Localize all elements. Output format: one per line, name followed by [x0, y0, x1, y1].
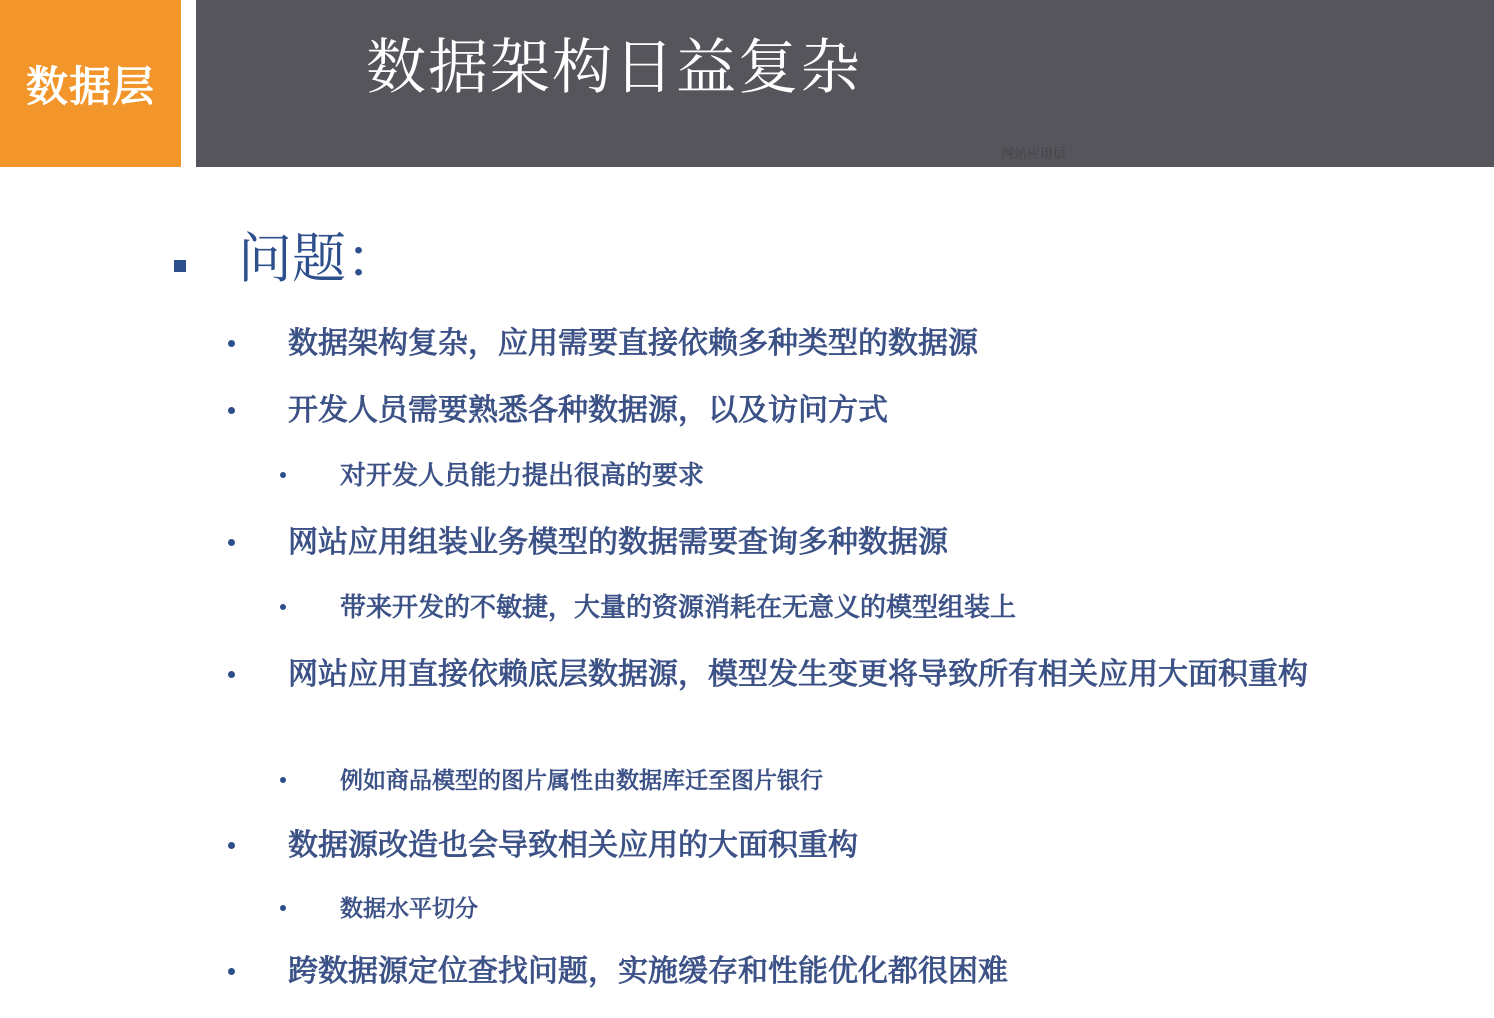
list-item	[288, 522, 1388, 564]
bullet-dot-icon	[280, 604, 286, 610]
heading-row	[174, 227, 400, 290]
faint-label: 网站应用层	[1001, 147, 1067, 162]
list-item-text: 网站应用组装业务模型的数据需要查询多种数据源	[288, 525, 948, 560]
list-item	[288, 323, 1388, 365]
list-item	[340, 458, 1340, 494]
bullet-dot-icon	[280, 905, 286, 911]
bullet-dot-icon	[280, 777, 286, 783]
list-item-text: 数据架构复杂，应用需要直接依赖多种类型的数据源	[288, 326, 978, 361]
list-item-text: 例如商品模型的图片属性由数据库迁至图片银行	[340, 768, 823, 794]
list-item-text: 对开发人员能力提出很高的要求	[340, 461, 705, 491]
list-item	[340, 891, 1340, 927]
list-item	[288, 654, 1388, 696]
bullet-dot-icon	[228, 842, 235, 849]
list-item-text: 跨数据源定位查找问题，实施缓存和性能优化都很困难	[288, 954, 1008, 989]
section-label: 数据层	[25, 61, 155, 111]
list-item	[288, 390, 1388, 432]
square-bullet-icon	[174, 260, 186, 272]
list-item-text: 开发人员需要熟悉各种数据源，以及访问方式	[288, 393, 888, 428]
slide-title: 数据架构日益复杂	[366, 33, 862, 103]
list-item-text: 网站应用直接依赖底层数据源，模型发生变更将导致所有相关应用大面积重构	[288, 657, 1308, 692]
list-item-text: 数据源改造也会导致相关应用的大面积重构	[288, 828, 858, 863]
list-item-text: 带来开发的不敏捷，大量的资源消耗在无意义的模型组装上	[340, 593, 1017, 623]
bullet-dot-icon	[280, 472, 286, 478]
bullet-dot-icon	[228, 539, 235, 546]
list-item	[340, 763, 1340, 799]
bullet-dot-icon	[228, 340, 235, 347]
bullet-dot-icon	[228, 407, 235, 414]
bullet-dot-icon	[228, 968, 235, 975]
list-item	[340, 590, 1340, 626]
list-item-text: 数据水平切分	[340, 896, 478, 922]
bullet-dot-icon	[228, 671, 235, 678]
heading: 问题：	[238, 227, 400, 290]
list-item	[288, 951, 1388, 993]
list-item	[288, 825, 1388, 867]
